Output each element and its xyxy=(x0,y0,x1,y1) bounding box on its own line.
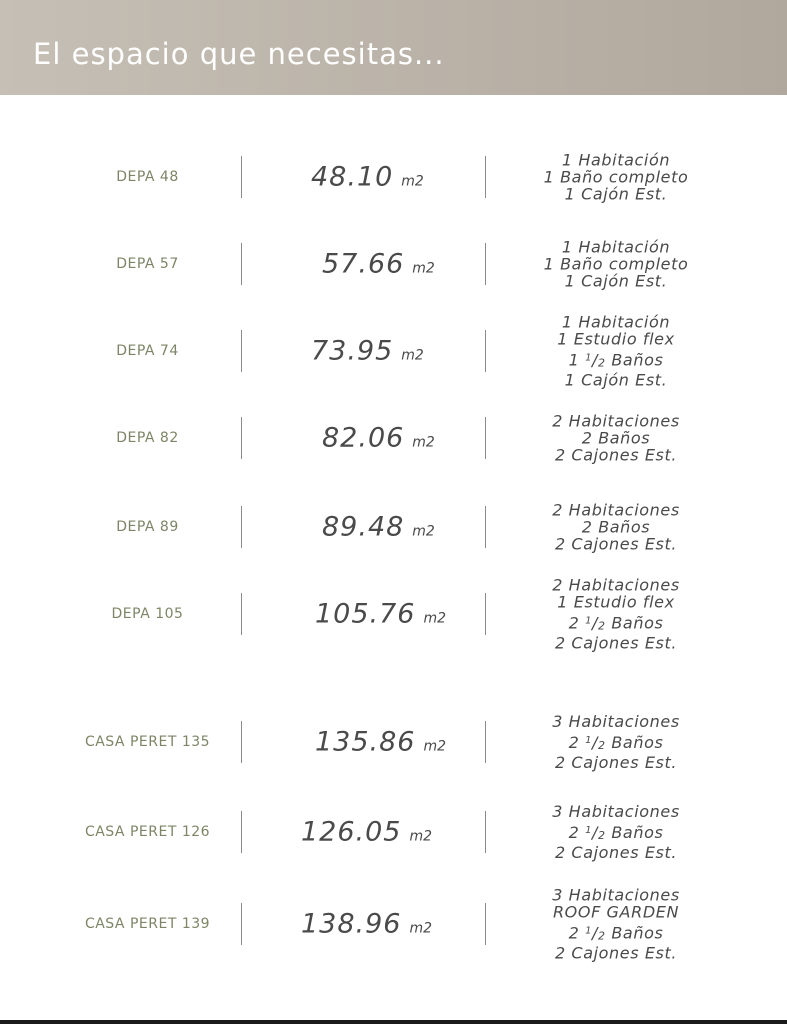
detail-baths: 2 $^1$/2 Baños xyxy=(568,823,664,842)
detail-line: 1 Baño completo xyxy=(543,167,689,187)
area-value: 138.96 xyxy=(301,908,402,940)
unit-name: DEPA 74 xyxy=(116,343,179,359)
detail-line: 2 Cajones Est. xyxy=(554,534,678,554)
area-unit: m2 xyxy=(412,523,435,540)
detail-line: 1 Baño completo xyxy=(543,254,689,274)
column-divider xyxy=(485,506,486,548)
area-unit: m2 xyxy=(423,738,447,755)
baths-whole: 2 xyxy=(568,733,580,752)
detail-line: 3 Habitaciones xyxy=(552,802,680,821)
detail-baths: 1 $^1$/2 Baños xyxy=(568,350,664,370)
unit-area xyxy=(315,727,446,758)
detail-line: 2 Baños xyxy=(581,428,651,448)
unit-row-depa-105 xyxy=(0,573,787,655)
column-divider xyxy=(241,330,242,372)
detail-line: 1 Cajón Est. xyxy=(564,370,668,390)
detail-line: 3 Habitaciones xyxy=(552,885,680,905)
detail-baths: 2 $^1$/2 Baños xyxy=(568,733,664,752)
column-divider xyxy=(485,811,486,853)
baths-fraction-num: 1 xyxy=(585,352,593,364)
baths-fraction-num: 1 xyxy=(585,615,593,627)
detail-line: 2 Cajones Est. xyxy=(554,753,678,772)
detail-line: 2 Cajones Est. xyxy=(554,843,678,862)
unit-area xyxy=(311,336,424,367)
baths-fraction-num: 1 xyxy=(585,735,593,746)
column-divider xyxy=(485,417,486,459)
detail-line: 2 Habitaciones xyxy=(552,411,680,431)
baths-fraction-den: 2 xyxy=(598,929,606,943)
baths-whole: 2 xyxy=(568,823,580,842)
detail-line: 1 Estudio flex xyxy=(557,329,675,349)
column-divider xyxy=(241,721,242,763)
baths-label: Baños xyxy=(611,733,664,752)
unit-row-depa-74 xyxy=(0,310,787,392)
detail-line: 2 Habitaciones xyxy=(552,500,680,520)
baths-fraction-den: 2 xyxy=(598,356,606,370)
detail-line: 3 Habitaciones xyxy=(552,712,680,731)
column-divider xyxy=(241,243,242,285)
unit-row-depa-48 xyxy=(0,136,787,218)
area-value: 126.05 xyxy=(301,816,402,848)
detail-line: 2 Baños xyxy=(581,517,651,537)
area-unit: m2 xyxy=(409,828,433,845)
area-value: 57.66 xyxy=(322,248,405,280)
column-divider xyxy=(485,903,486,945)
area-value: 82.06 xyxy=(322,422,405,454)
baths-fraction-den: 2 xyxy=(598,619,606,633)
column-divider xyxy=(241,156,242,198)
unit-details xyxy=(516,502,716,553)
unit-row-casa-peret-126 xyxy=(0,791,787,873)
unit-details xyxy=(516,577,716,652)
baths-label: Baños xyxy=(611,823,664,842)
column-divider xyxy=(241,903,242,945)
column-divider xyxy=(241,593,242,635)
unit-details xyxy=(516,152,716,203)
unit-name: CASA PERET 139 xyxy=(84,916,211,932)
bottom-edge xyxy=(0,1020,787,1024)
baths-label: Baños xyxy=(611,613,664,633)
unit-row-casa-peret-139 xyxy=(0,883,787,965)
unit-details xyxy=(516,413,716,464)
unit-row-depa-82 xyxy=(0,397,787,479)
unit-name: CASA PERET 135 xyxy=(84,734,211,750)
unit-name: DEPA 82 xyxy=(116,430,179,446)
baths-label: Baños xyxy=(611,923,664,943)
unit-details xyxy=(516,314,716,389)
detail-line: 1 Cajón Est. xyxy=(564,271,668,291)
page-title: El espacio que necesitas... xyxy=(33,37,445,71)
area-unit: m2 xyxy=(409,920,433,937)
baths-whole: 2 xyxy=(568,613,580,633)
detail-baths: 2 $^1$/2 Baños xyxy=(568,923,664,943)
unit-name: CASA PERET 126 xyxy=(84,824,211,840)
column-divider xyxy=(485,243,486,285)
area-unit: m2 xyxy=(423,610,447,627)
detail-line: ROOF GARDEN xyxy=(552,902,680,922)
area-unit: m2 xyxy=(412,434,435,451)
unit-area xyxy=(315,599,446,630)
area-value: 89.48 xyxy=(322,511,405,543)
baths-label: Baños xyxy=(611,350,664,370)
unit-name: DEPA 48 xyxy=(116,169,179,185)
unit-area xyxy=(311,162,424,193)
unit-row-depa-57 xyxy=(0,223,787,305)
area-unit: m2 xyxy=(412,260,435,277)
baths-whole: 2 xyxy=(568,923,580,943)
unit-area xyxy=(322,512,435,543)
unit-area xyxy=(322,249,435,280)
detail-baths: 2 $^1$/2 Baños xyxy=(568,613,664,633)
unit-area xyxy=(301,817,432,848)
detail-line: 2 Cajones Est. xyxy=(554,633,678,653)
baths-fraction-num: 1 xyxy=(585,925,593,937)
detail-line: 1 Estudio flex xyxy=(557,592,675,612)
unit-area xyxy=(322,423,435,454)
unit-name: DEPA 105 xyxy=(111,606,184,622)
area-value: 48.10 xyxy=(311,161,394,193)
detail-line: 1 Cajón Est. xyxy=(564,184,668,204)
baths-fraction-num: 1 xyxy=(585,825,593,836)
header-banner xyxy=(0,0,787,95)
baths-fraction-den: 2 xyxy=(598,829,606,842)
unit-name: DEPA 89 xyxy=(116,519,179,535)
area-value: 105.76 xyxy=(315,598,416,630)
baths-fraction-den: 2 xyxy=(598,739,606,752)
unit-row-casa-peret-135 xyxy=(0,701,787,783)
area-value: 73.95 xyxy=(311,335,394,367)
unit-details xyxy=(516,239,716,290)
unit-row-depa-89 xyxy=(0,486,787,568)
area-value: 135.86 xyxy=(315,726,416,758)
detail-line: 1 Habitación xyxy=(561,150,671,170)
column-divider xyxy=(241,506,242,548)
unit-area xyxy=(301,909,432,940)
detail-line: 2 Habitaciones xyxy=(552,575,680,595)
column-divider xyxy=(241,417,242,459)
column-divider xyxy=(241,811,242,853)
unit-details xyxy=(516,713,716,771)
baths-whole: 1 xyxy=(568,350,580,370)
unit-name: DEPA 57 xyxy=(116,256,179,272)
column-divider xyxy=(485,156,486,198)
column-divider xyxy=(485,330,486,372)
detail-line: 1 Habitación xyxy=(561,237,671,257)
column-divider xyxy=(485,593,486,635)
detail-line: 1 Habitación xyxy=(561,312,671,332)
detail-line: 2 Cajones Est. xyxy=(554,445,678,465)
detail-line: 2 Cajones Est. xyxy=(554,943,678,963)
unit-details xyxy=(516,887,716,962)
unit-details xyxy=(516,803,716,861)
column-divider xyxy=(485,721,486,763)
area-unit: m2 xyxy=(401,173,424,190)
area-unit: m2 xyxy=(401,347,424,364)
